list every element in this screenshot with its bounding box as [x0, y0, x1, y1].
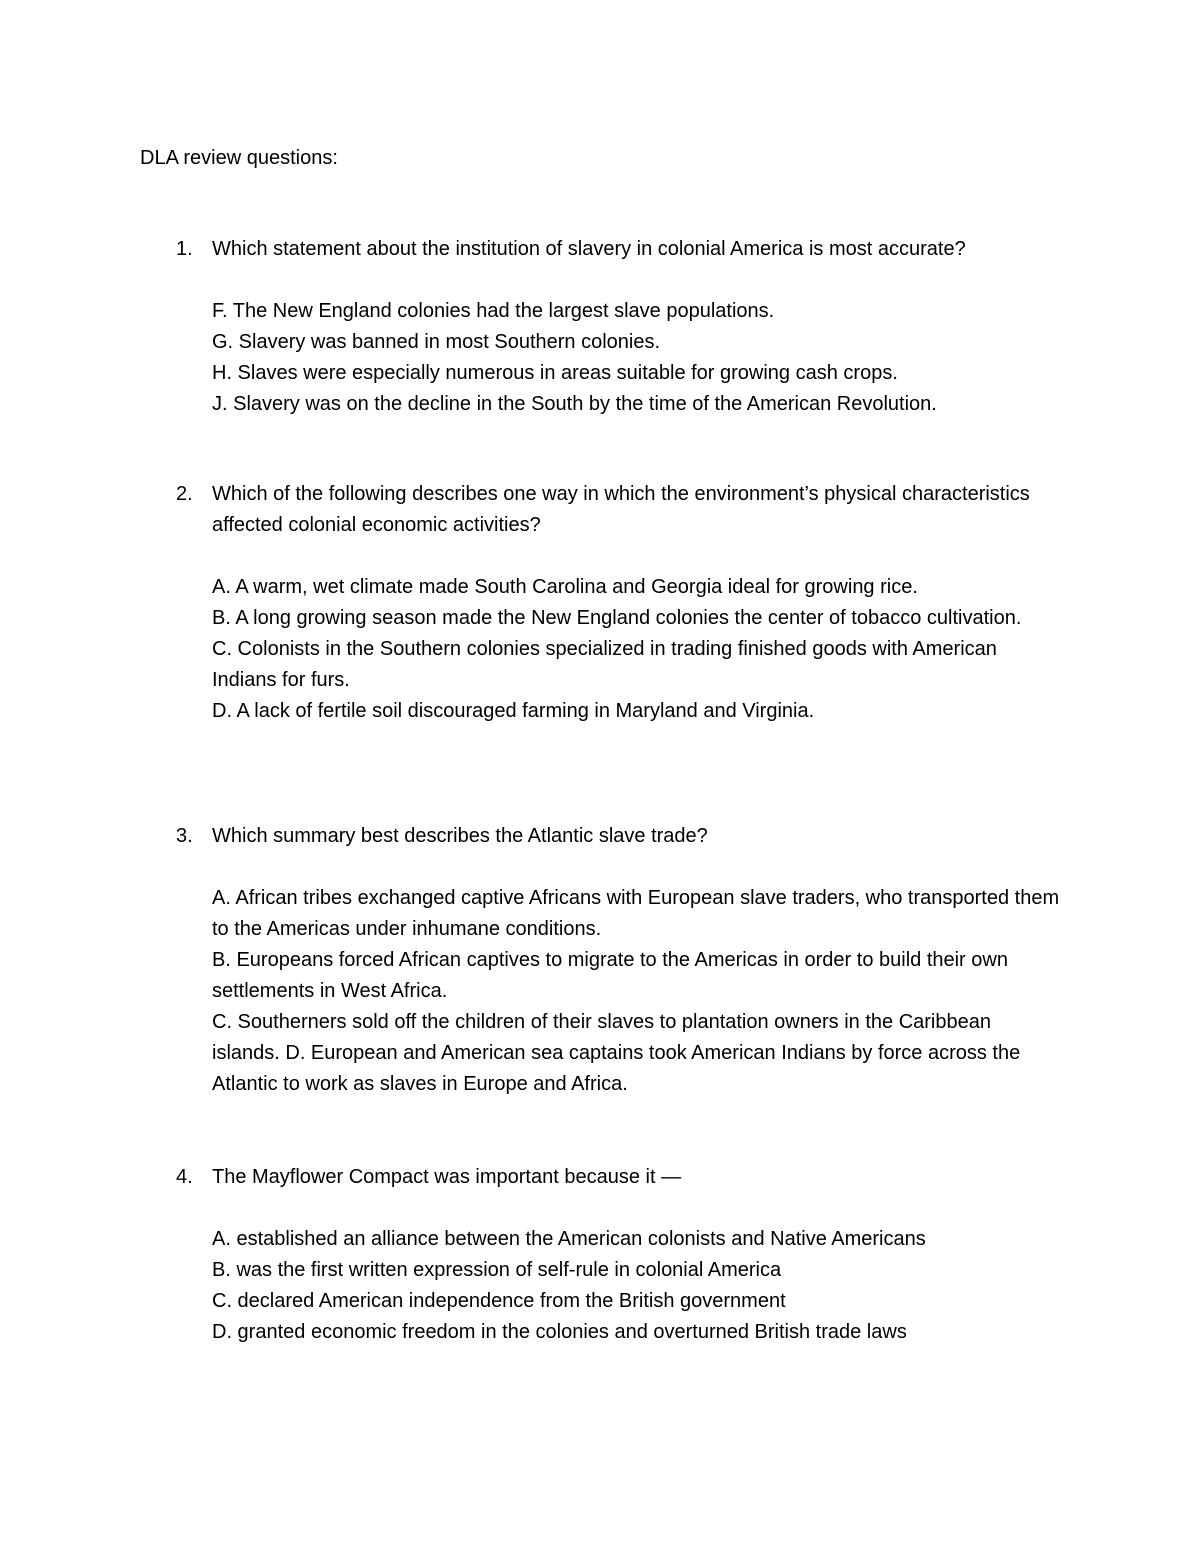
question-text: The Mayflower Compact was important because it — [212, 1166, 682, 1188]
answer-options [212, 296, 1062, 420]
answer-option-c-d: C. Southerners sold off the children of their slaves to plantation owners in the Caribbean islands. D. European and American sea captains took American Indians by force across the Atlantic to work as slaves in Europe and Africa. [212, 1011, 1021, 1095]
answer-option-b: B. was the first written expression of self-rule in colonial America [212, 1259, 782, 1281]
answer-option-a: A. A warm, wet climate made South Carolina and Georgia ideal for growing rice. [212, 576, 918, 598]
answer-option-c: C. Colonists in the Southern colonies specialized in trading finished goods with American Indians for furs. [212, 638, 997, 691]
answer-option-j: J. Slavery was on the decline in the South by the time of the American Revolution. [212, 393, 937, 415]
answer-options [212, 1224, 1062, 1348]
answer-option-a: A. African tribes exchanged captive Africans with European slave traders, who transported them to the Americas under inhumane conditions. [212, 887, 1060, 940]
document-title: DLA review questions: [140, 147, 338, 169]
answer-option-d: D. granted economic freedom in the colonies and overturned British trade laws [212, 1321, 907, 1343]
question-text: Which summary best describes the Atlantic slave trade? [212, 825, 708, 847]
question-number: 2. [176, 483, 193, 505]
answer-option-g: G. Slavery was banned in most Southern colonies. [212, 331, 661, 353]
question-text: Which statement about the institution of slavery in colonial America is most accurate? [212, 238, 966, 260]
answer-option-a: A. established an alliance between the American colonists and Native Americans [212, 1228, 926, 1250]
answer-option-f: F. The New England colonies had the largest slave populations. [212, 300, 775, 322]
question-number: 4. [176, 1166, 193, 1188]
answer-option-c: C. declared American independence from the British government [212, 1290, 786, 1312]
answer-option-b: B. A long growing season made the New England colonies the center of tobacco cultivation. [212, 607, 1022, 629]
answer-option-h: H. Slaves were especially numerous in areas suitable for growing cash crops. [212, 362, 898, 384]
question-number: 3. [176, 825, 193, 847]
answer-option-d: D. A lack of fertile soil discouraged farming in Maryland and Virginia. [212, 700, 815, 722]
answer-option-b: B. Europeans forced African captives to migrate to the Americas in order to build their own settlements in West Africa. [212, 949, 1008, 1002]
question-number: 1. [176, 238, 193, 260]
answer-options [212, 572, 1062, 727]
question-text: Which of the following describes one way in which the environment’s physical characteristics affected colonial economic activities? [212, 483, 1030, 536]
answer-options [212, 883, 1062, 1100]
